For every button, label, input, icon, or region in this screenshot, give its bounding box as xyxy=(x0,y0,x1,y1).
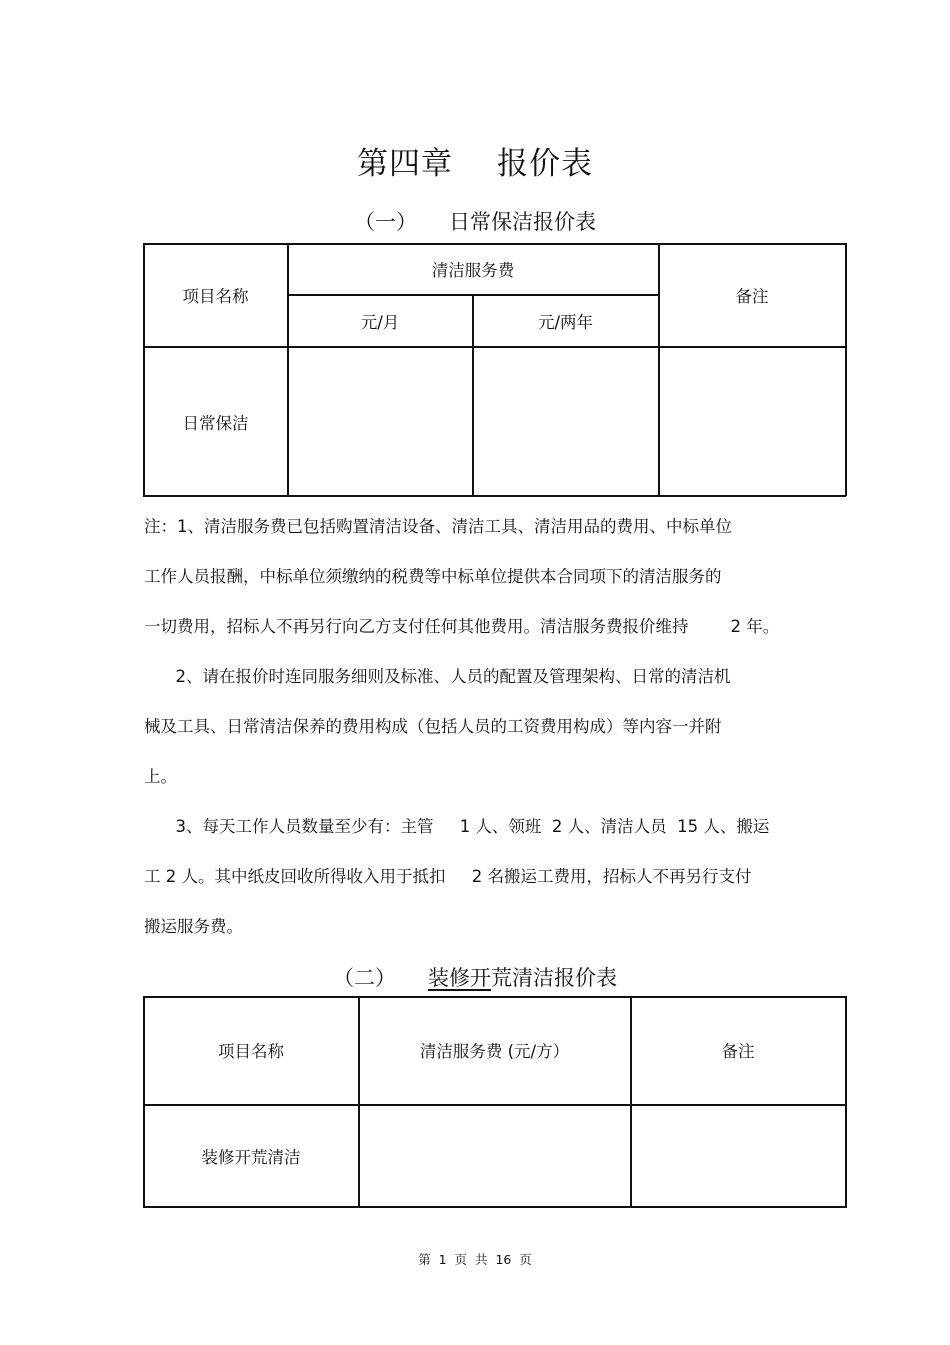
table1-header-fee-twoyear: 元/两年 xyxy=(537,312,594,332)
table1-header-fee-month: 元/月 xyxy=(360,312,400,332)
section2-title-underlined: 装修开 xyxy=(428,966,491,990)
table1-header-fee: 清洁服务费 xyxy=(431,260,515,280)
page-footer: 第 1 页 共 16 页 xyxy=(418,1252,532,1267)
chapter-title xyxy=(0,138,950,183)
section1-title: 日常保洁报价表 xyxy=(449,210,596,234)
chapter-title-part1: 第四章 xyxy=(357,146,453,182)
note-line: 械及工具、日常清洁保养的费用构成（包括人员的工资费用构成）等内容一并附 xyxy=(144,717,722,736)
section2-number: （二） xyxy=(333,966,396,990)
note-line: 2、请在报价时连同服务细则及标准、人员的配置及管理架构、日常的清洁机 xyxy=(144,667,731,686)
note-line: 3、每天工作人员数量至少有：主管 1 人、领班 2 人、清洁人员 15 人、搬运 xyxy=(144,817,770,836)
note-line: 上。 xyxy=(144,767,177,786)
section1-heading xyxy=(0,206,950,236)
table2-header-note: 备注 xyxy=(721,1042,755,1061)
table2-row-label: 装修开荒清洁 xyxy=(201,1148,301,1167)
section1-number: （一） xyxy=(354,210,417,234)
section2-title-rest: 荒清洁报价表 xyxy=(491,966,617,990)
table1-row-label: 日常保洁 xyxy=(182,413,249,433)
table1-header-item: 项目名称 xyxy=(182,286,249,306)
note-line: 搬运服务费。 xyxy=(144,917,243,936)
note-line: 一切费用，招标人不再另行向乙方支付任何其他费用。清洁服务费报价维持 2 年。 xyxy=(144,617,780,636)
table2-header-fee: 清洁服务费 (元/方） xyxy=(419,1042,570,1061)
note-line: 工作人员报酬，中标单位须缴纳的税费等中标单位提供本合同项下的清洁服务的 xyxy=(144,567,722,586)
chapter-title-part2: 报价表 xyxy=(497,146,593,182)
note-line: 注：1、清洁服务费已包括购置清洁设备、清洁工具、清洁用品的费用、中标单位 xyxy=(144,517,732,536)
table1-header-note: 备注 xyxy=(735,286,769,306)
note-line: 工 2 人。其中纸皮回收所得收入用于抵扣 2 名搬运工费用，招标人不再另行支付 xyxy=(144,867,752,886)
table2-header-item: 项目名称 xyxy=(218,1042,284,1061)
section2-heading xyxy=(0,962,950,992)
